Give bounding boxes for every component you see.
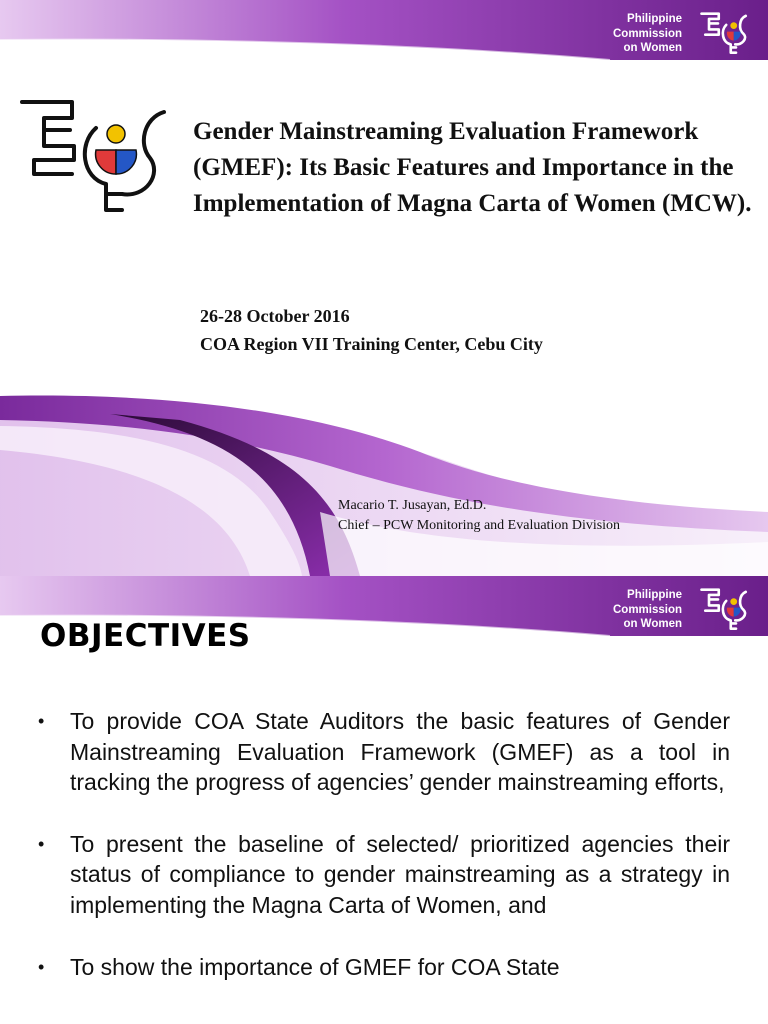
objectives-slide bbox=[0, 576, 768, 1024]
brand-line-1: Philippine bbox=[627, 589, 682, 601]
brand-text bbox=[613, 12, 682, 56]
brand-line-2: Commission bbox=[612, 27, 682, 40]
bullet-dot-icon: • bbox=[38, 833, 45, 854]
list-item bbox=[36, 706, 730, 798]
bullet-dot-icon: • bbox=[38, 711, 45, 731]
event-date: 26-28 October 2016 bbox=[200, 306, 350, 326]
presentation-title: Gender Mainstreaming Evaluation Framework (GMEF): Its Basic Features and Importance in the Implementation of Magna Carta of Women (MCW). bbox=[193, 118, 752, 217]
speaker-name: Macario T. Jusayan, Ed.D. bbox=[338, 498, 487, 513]
event-venue: COA Region VII Training Center, Cebu City bbox=[200, 334, 543, 354]
list-item bbox=[36, 952, 730, 983]
speaker-info bbox=[338, 496, 620, 536]
decorative-swoosh bbox=[0, 392, 768, 576]
objectives-list bbox=[36, 706, 730, 1013]
objectives-heading: OBJECTIVES bbox=[40, 618, 251, 654]
speaker-title: Chief – PCW Monitoring and Evaluation Division bbox=[338, 518, 621, 533]
brand-text bbox=[613, 588, 682, 632]
brand-line-3: on Women bbox=[623, 618, 682, 630]
bullet-text: To present the baseline of selected/ prioritized agencies their status of compliance to gender mainstreaming as a strategy in implementing the Magna Carta of Women, and bbox=[70, 830, 730, 918]
bullet-text: To show the importance of GMEF for COA State bbox=[70, 953, 560, 980]
pcw-logo-icon bbox=[694, 580, 754, 636]
event-details bbox=[200, 302, 543, 358]
bullet-dot-icon: • bbox=[38, 956, 45, 977]
bullet-text: To provide COA State Auditors the basic features of Gender Mainstreaming Evaluation Framework (GMEF) as a tool in tracking the progress of agencies’ gender mainstreaming efforts, bbox=[70, 708, 730, 796]
list-item bbox=[36, 829, 730, 921]
pcw-logo-icon bbox=[694, 4, 754, 60]
pcw-logo-icon bbox=[14, 94, 174, 220]
brand-line-2: Commission bbox=[612, 603, 682, 616]
brand-line-3: on Women bbox=[623, 42, 682, 54]
brand-line-1: Philippine bbox=[627, 13, 682, 25]
